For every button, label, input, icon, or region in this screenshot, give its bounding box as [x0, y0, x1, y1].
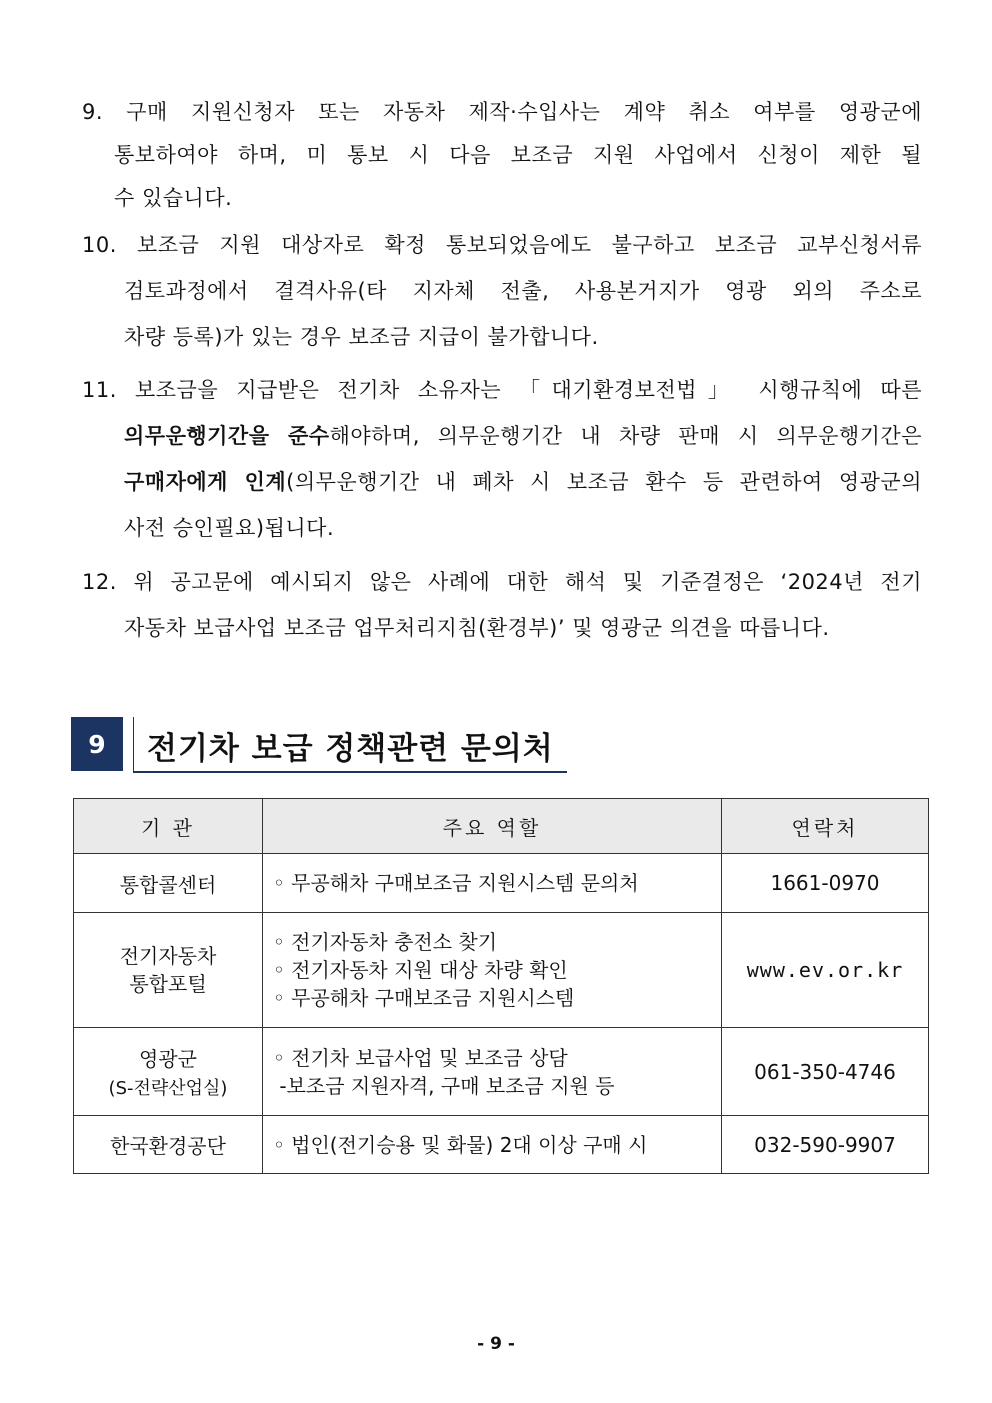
notice-line: 12. 위 공고문에 예시되지 않은 사례에 대한 해석 및 기준결정은 ‘2024년 전기 [82, 570, 922, 594]
role-line: ◦ 법인(전기승용 및 화물) 2대 이상 구매 시 [273, 1132, 648, 1157]
role-cell [263, 1028, 722, 1116]
emphasis-text: 의무운행기간을 준수 [124, 424, 330, 448]
notice-line: 9. 구매 지원신청자 또는 자동차 제작·수입사는 계약 취소 여부를 영광군에 [82, 100, 922, 124]
org-cell: 통합콜센터 [74, 854, 263, 913]
role-cell [263, 913, 722, 1028]
role-cell [263, 1116, 722, 1174]
org-department: (S-전략산업실) [108, 1077, 228, 1099]
table-row [74, 1116, 929, 1174]
notice-line: 자동차 보급사업 보조금 업무처리지침(환경부)’ 및 영광군 의견을 따릅니다. [124, 616, 830, 640]
section-divider [133, 717, 134, 772]
notice-line [124, 466, 922, 496]
notice-text: (의무운행기간 내 폐차 시 보조금 환수 등 관련하여 영광군의 [286, 470, 922, 494]
notice-line [124, 420, 922, 450]
contact-cell: 032-590-9907 [722, 1116, 929, 1174]
role-line: ◦ 전기자동차 지원 대상 차량 확인 [273, 958, 568, 982]
emphasis-text: 구매자에게 인계 [124, 470, 287, 494]
notice-line: 통보하여야 하며, 미 통보 시 다음 보조금 지원 사업에서 신청이 제한 될 [114, 143, 922, 167]
table-row [74, 1028, 929, 1116]
table-row [74, 854, 929, 913]
role-line: ◦ 전기차 보급사업 및 보조금 상담 [273, 1045, 568, 1070]
notice-line: 10. 보조금 지원 대상자로 확정 통보되었음에도 불구하고 보조금 교부신청서류 [82, 233, 922, 257]
column-header-org: 기 관 [74, 799, 263, 854]
role-line: ◦ 무공해차 구매보조금 지원시스템 [273, 986, 575, 1010]
website-link[interactable]: www.ev.or.kr [722, 913, 929, 1028]
section-title: 전기차 보급 정책관련 문의처 [147, 731, 554, 767]
org-name: 전기자동차 [119, 944, 217, 968]
role-line: ◦ 전기자동차 충전소 찾기 [273, 930, 498, 954]
section-number-badge: 9 [71, 717, 123, 771]
contacts-table [73, 798, 929, 1174]
notice-line: 차량 등록)가 있는 경우 보조금 지급이 불가합니다. [124, 325, 599, 349]
org-name-line2: 통합포털 [129, 972, 207, 996]
notice-line: 검토과정에서 결격사유(타 지자체 전출, 사용본거지가 영광 외의 주소로 [124, 279, 922, 303]
page-number: - 9 - [477, 1334, 515, 1354]
contact-cell: 061-350-4746 [722, 1028, 929, 1116]
column-header-contact: 연락처 [722, 799, 929, 854]
role-cell [263, 854, 722, 913]
table-header-row [74, 799, 929, 854]
notice-line: 11. 보조금을 지급받은 전기차 소유자는 「대기환경보전법」 시행규칙에 따른 [82, 378, 922, 402]
role-line: -보조금 지원자격, 구매 보조금 지원 등 [273, 1073, 615, 1098]
org-cell: 한국환경공단 [74, 1116, 263, 1174]
org-name: 영광군 [139, 1046, 197, 1071]
org-cell [74, 1028, 263, 1116]
notice-line: 수 있습니다. [114, 186, 233, 210]
contact-cell: 1661-0970 [722, 854, 929, 913]
column-header-role: 주요 역할 [263, 799, 722, 854]
notice-line: 사전 승인필요)됩니다. [124, 516, 335, 540]
role-line: ◦ 무공해차 구매보조금 지원시스템 문의처 [273, 871, 639, 895]
notice-text: 해야하며, 의무운행기간 내 차량 판매 시 의무운행기간은 [329, 424, 922, 448]
org-cell [74, 913, 263, 1028]
table-row [74, 913, 929, 1028]
section-underline [133, 771, 567, 773]
